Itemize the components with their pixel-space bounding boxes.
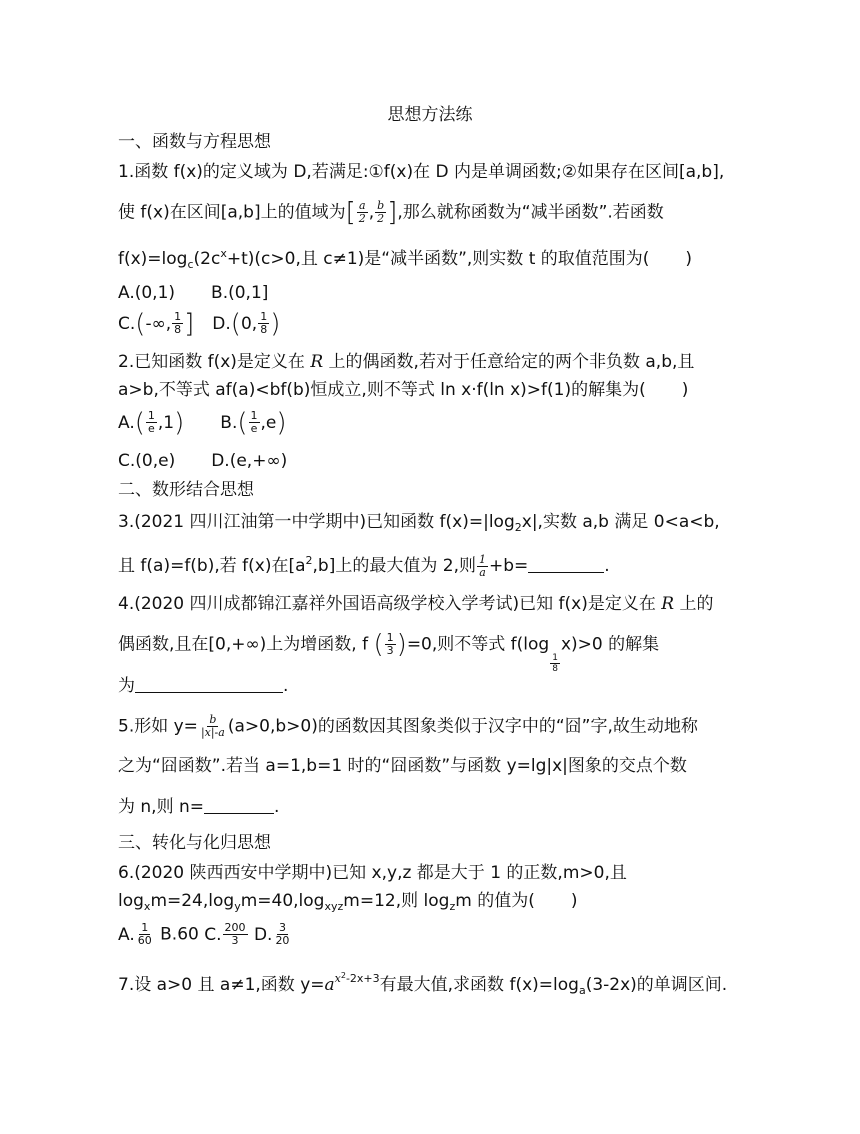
q1-option-c[interactable]: C.(-∞, $\frac{1}{8}$ ] <box>118 308 195 339</box>
q1-options-cd <box>118 308 281 339</box>
q5-line-2: 之为“囧函数”.若当 a=1,b=1 时的“囧函数”与函数 y=lg|x|图象的交点个数 <box>118 756 687 776</box>
q2-options-ab <box>118 407 287 438</box>
q4-line-1: 4.(2020 四川成都锦江嘉祥外国语高级学校入学考试)已知 f(x)是定义在 R 上的 <box>118 594 714 614</box>
q3-line-1: 3.(2021 四川江油第一中学期中)已知函数 $f(x)=|\log_2x|$,实数 a,b 满足 0<a<b, <box>118 512 720 534</box>
q6-line-2: $\log_xm=24,\log_ym=40,\log_{xyz}m=12$,则 $\log_zm$ 的值为( ) <box>118 891 578 913</box>
q5-answer-blank[interactable] <box>204 797 274 814</box>
q2-line-1: 2.已知函数 f(x)是定义在 R 上的偶函数,若对于任意给定的两个非负数 a,b,且 <box>118 352 695 372</box>
q6-option-a[interactable]: A. $\frac{1}{60}$ <box>118 921 152 947</box>
q4-line-2: 偶函数,且在[0,+∞)上为增函数, f ( $\frac{1}{3}$ )=0,则不等式 f(log $\frac{1}{8}$ x)>0 的解集 <box>118 629 660 674</box>
q1-line-2: 使 f(x)在区间[a,b]上的值域为[ $\frac{a}{2}$ , $\frac{b}{2}$ ],那么就称函数为“减半函数”.若函数 <box>118 197 664 228</box>
q4-line-3: 为 . <box>118 676 289 696</box>
q1-option-d[interactable]: D.(0, $\frac{1}{8}$ ) <box>212 308 281 339</box>
q2-option-b[interactable]: B.( $\frac{1}{e}$ ,e) <box>220 407 287 438</box>
q6-line-1: 6.(2020 陕西西安中学期中)已知 x,y,z 都是大于 1 的正数,m>0,且 <box>118 863 627 883</box>
q1-line-1: 1.函数 f(x)的定义域为 D,若满足:①f(x)在 D 内是单调函数;②如果存在区间[a,b], <box>118 162 725 182</box>
q2-option-c[interactable]: C.(0,e) <box>118 451 176 471</box>
q1-options-ab <box>118 281 268 305</box>
section-heading-1: 一、函数与方程思想 <box>118 132 271 152</box>
q6-options <box>118 922 292 947</box>
q2-options-cd <box>118 449 287 473</box>
q2-line-2: a>b,不等式 af(a)<bf(b)恒成立,则不等式 ln x·f(ln x)>f(1)的解集为( ) <box>118 380 689 400</box>
q1-option-a[interactable]: A.(0,1) <box>118 283 176 303</box>
q6-option-d[interactable]: D. $\frac{3}{20}$ <box>253 921 290 947</box>
q6-option-c[interactable]: C. $\frac{200}{3}$ <box>204 921 246 947</box>
q6-option-b[interactable]: B.60 <box>160 924 199 945</box>
q1-line-3: $f(x)=\log_c(2c^x+t)(c>0$,且 c≠1)是“减半函数”,则实数 t 的取值范围为( ) <box>118 247 693 271</box>
fraction-a-over-2: $\frac{a}{2}$ <box>358 199 366 225</box>
q2-option-a[interactable]: A.( $\frac{1}{e}$ ,1) <box>118 407 185 438</box>
q3-line-2: 且 f(a)=f(b),若 f(x)在$[a^2,b]$上的最大值为 2,则 $\frac{1}{a}$ +b= . <box>118 552 610 579</box>
q5-line-1: 5.形如 y= $\frac{b}{|x|-a}$ (a>0,b>0)的函数因其图象类似于汉字中的“囧”字,故生动地称 <box>118 713 698 739</box>
q3-answer-blank[interactable] <box>528 556 604 573</box>
q1-option-b[interactable]: B.(0,1] <box>211 283 269 303</box>
section-heading-2: 二、数形结合思想 <box>118 480 254 500</box>
q5-line-3: 为 n,则 n= . <box>118 797 280 817</box>
section-heading-3: 三、转化与化归思想 <box>118 833 271 853</box>
page-title: 思想方法练 <box>387 105 473 125</box>
q7-line-1: 7.设 a>0 且 a≠1,函数 $y=a^{x^2-2x+3}$有最大值,求函数 $f(x)=\log_a(3-2x)$的单调区间. <box>118 971 728 997</box>
q2-option-d[interactable]: D.(e,+∞) <box>211 451 288 471</box>
fraction-b-over-2: $\frac{b}{2}$ <box>377 199 385 225</box>
q4-answer-blank[interactable] <box>135 676 283 693</box>
